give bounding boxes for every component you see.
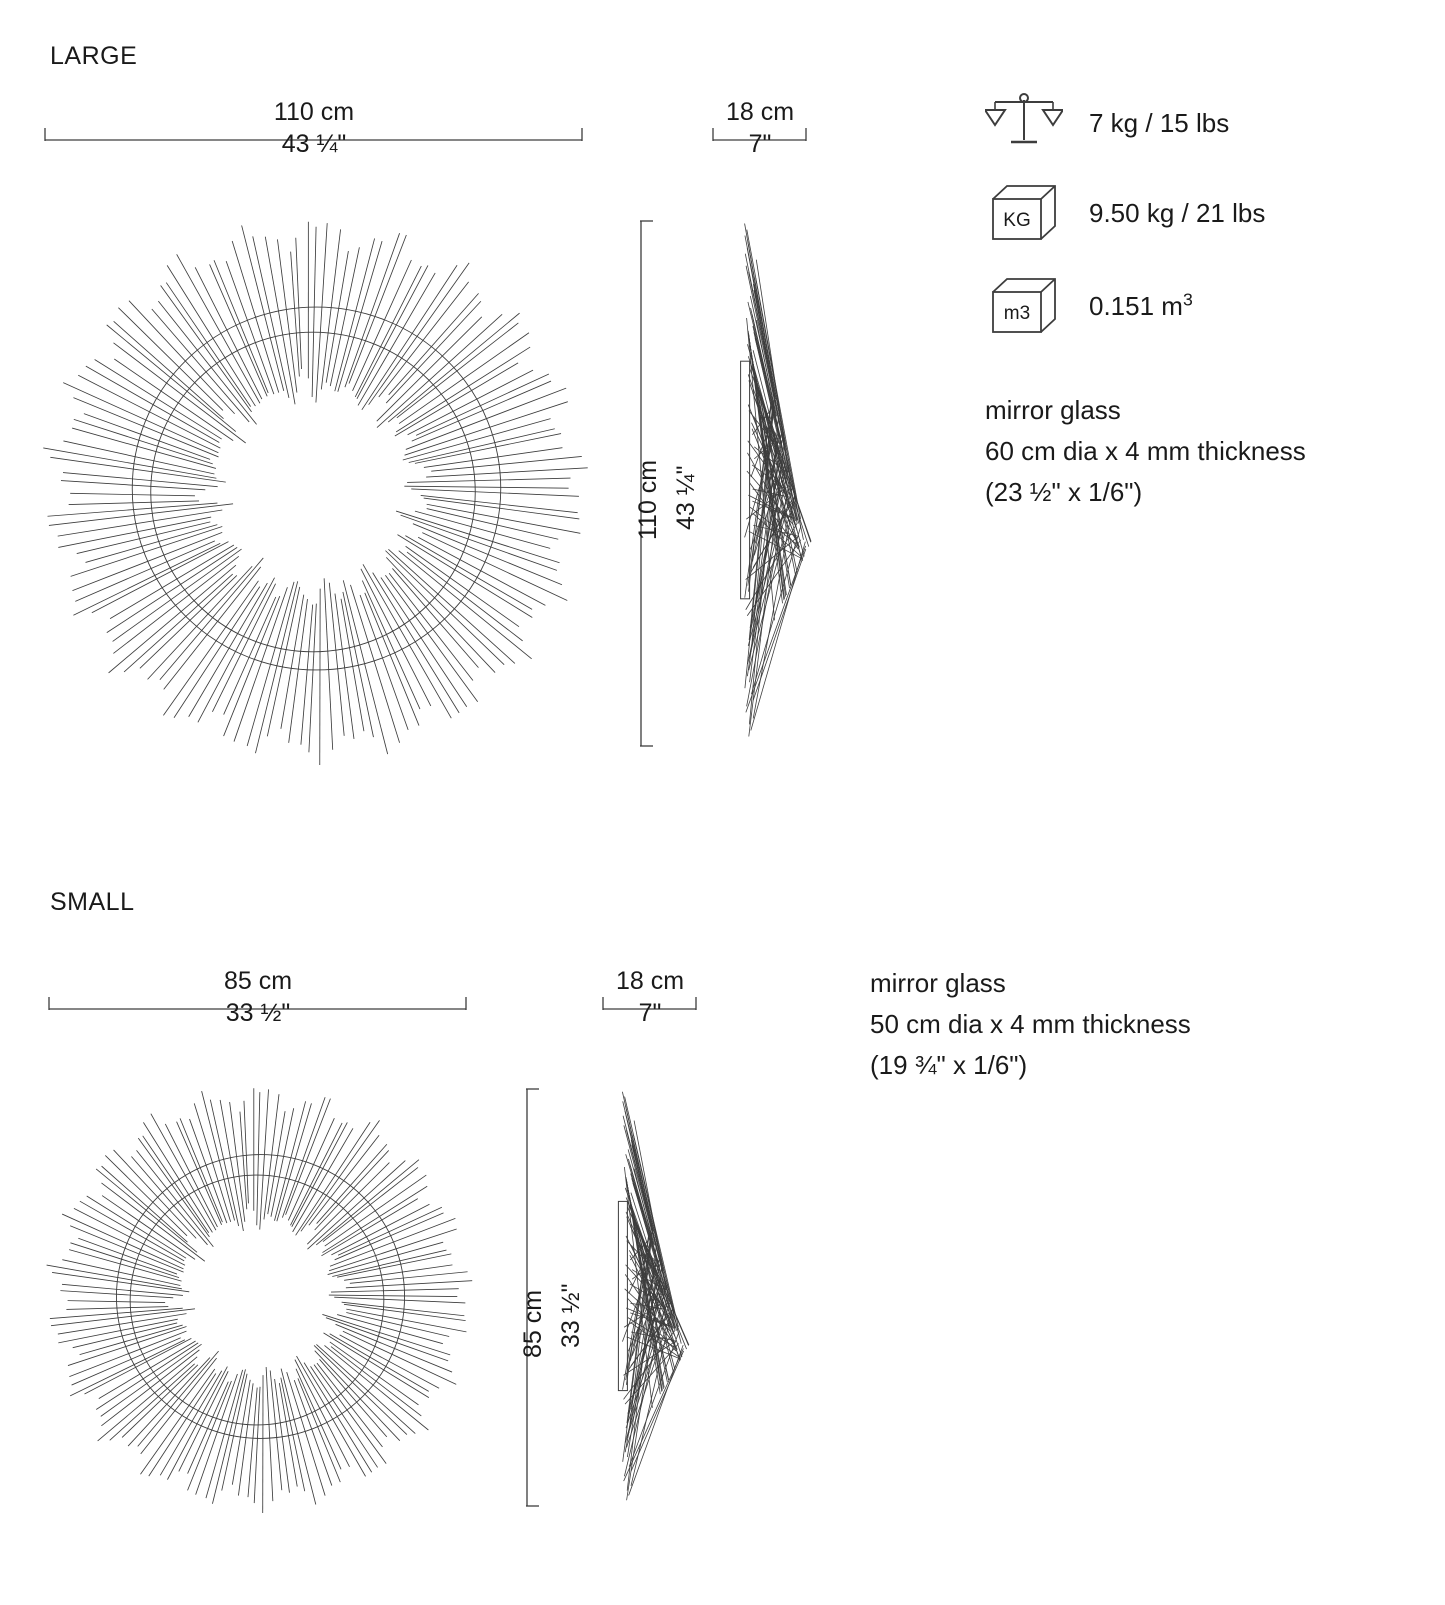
material-block-small — [870, 963, 1191, 1086]
front-view-small — [44, 1083, 474, 1513]
variant-title-large: LARGE — [50, 42, 138, 70]
height-cm-large: 110 cm — [634, 459, 662, 540]
material-line-2-large: 60 cm dia x 4 mm thickness — [985, 436, 1306, 467]
width-dimension-label-large — [44, 96, 584, 160]
side-view-large — [700, 210, 830, 750]
material-line-1-large: mirror glass — [985, 395, 1121, 425]
material-line-2-small: 50 cm dia x 4 mm thickness — [870, 1009, 1191, 1040]
height-in-small: 33 ½" — [557, 1283, 585, 1348]
spec-row-gross-weight-large — [985, 182, 1265, 244]
box-kg-icon — [985, 182, 1063, 244]
depth-in-small: 7" — [638, 999, 662, 1027]
svg-text:KG: KG — [1003, 210, 1031, 231]
height-in-large: 43 ¼" — [672, 465, 700, 530]
spec-value-gross-weight-large: 9.50 kg / 21 lbs — [1089, 197, 1266, 228]
spec-row-volume-large — [985, 275, 1193, 337]
width-dimension-label-small — [48, 965, 468, 1029]
depth-dimension-label-large — [700, 96, 820, 160]
depth-cm-small: 18 cm — [615, 967, 685, 995]
spec-value-weight-large: 7 kg / 15 lbs — [1089, 107, 1230, 138]
material-line-3-large: (23 ½" x 1/6") — [985, 477, 1143, 508]
width-cm-small: 85 cm — [223, 967, 293, 995]
width-in-small: 33 ½" — [225, 999, 291, 1027]
material-block-large — [985, 390, 1306, 513]
depth-dimension-label-small — [590, 965, 710, 1029]
variant-title-small: SMALL — [50, 888, 135, 916]
depth-cm-large: 18 cm — [725, 98, 795, 126]
side-view-small — [582, 1081, 702, 1511]
box-m3-icon — [985, 275, 1063, 337]
height-cm-small: 85 cm — [519, 1289, 547, 1358]
spec-value-volume-large: 0.151 $m^3$ — [1089, 289, 1193, 322]
material-line-3-small: (19 ¾" x 1/6") — [870, 1050, 1028, 1081]
depth-in-large: 7" — [748, 130, 772, 158]
width-cm-large: 110 cm — [273, 98, 355, 126]
scale-icon — [985, 92, 1063, 154]
spec-row-weight-large — [985, 92, 1229, 154]
material-line-1-small: mirror glass — [870, 968, 1006, 998]
front-view-large — [40, 215, 590, 765]
width-in-large: 43 ¼" — [281, 130, 347, 158]
svg-text:m3: m3 — [1003, 303, 1031, 324]
